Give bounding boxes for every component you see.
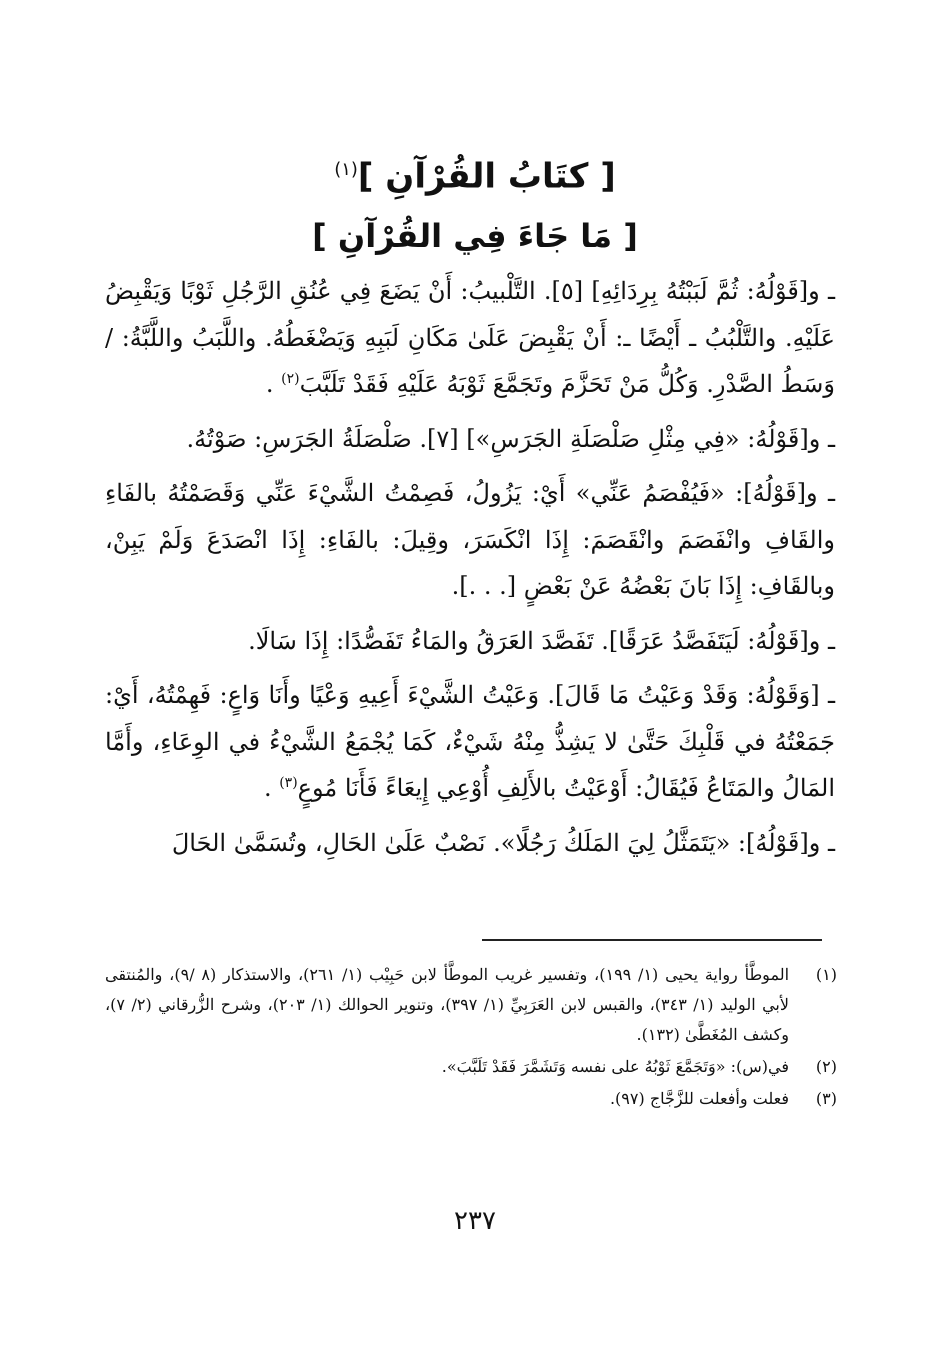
chapter-title (0, 140, 950, 206)
footnote-number: (٢) (815, 1057, 837, 1076)
paragraph-text: ـ [وَقَوْلُهُ: وَقَدْ وَعَيْتُ مَا قَالَ]. وَعَيْتُ الشَّيْءَ أَعِيهِ وَعْيًا وأَنَا وَاعٍ: فَهِمْتُهُ، أَيْ: جَمَعْتُهُ في قَلْبِكَ حَتَّىٰ لا يَشِذُّ مِنْهُ شَيْءٌ، كَمَا يُجْمَعُ الشَّيْءُ في الوِعَاءِ، وأَمَّا المَالُ والمَتَاعُ فَيُقَالُ: أَوْعَيْتُ بالأَلِفِ أُوْعِي إِيعَاءً فَأَنَا مُوعٍ (105, 681, 836, 802)
footnote (105, 960, 837, 1050)
page-number: ٢٣٧ (454, 1206, 496, 1236)
main-text (105, 268, 835, 874)
footnote-ref: (٢) (281, 371, 300, 387)
paragraph: ـ [وَقَوْلُهُ: وَقَدْ وَعَيْتُ مَا قَالَ]. وَعَيْتُ الشَّيْءَ أَعِيهِ وَعْيًا وأَنَا وَاعٍ: فَهِمْتُهُ، أَيْ: جَمَعْتُهُ في قَلْبِكَ حَتَّىٰ لا يَشِذُّ مِنْهُ شَيْءٌ، كَمَا يُجْمَعُ الشَّيْءُ في الوِعَاءِ، وأَمَّا المَالُ والمَتَاعُ فَيُقَالُ: أَوْعَيْتُ بالأَلِفِ أُوْعِي إِيعَاءً فَأَنَا مُوعٍ$^{(٣)}$ . (105, 681, 836, 802)
paragraph: ـ و[قَوْلُهُ: ثُمَّ لَبَبْتُهُ بِرِدَائِهِ] [٥]. التَّلْبيبُ: أَنْ يَضَعَ فِي عُنُقِ الرَّجُلِ ثَوْبًا وَيَقْبِضُ عَلَيْهِ. والتَّلْبُبُ ـ أَيْضًا ـ: أَنْ يَقْبِضَ عَلَىٰ مَكَانِ لَبَبِهِ وَيَضْغَطُهُ. واللَّبَبُ واللَّبَّةُ: / وَسَطُ الصَّدْرِ. وَكُلُّ مَنْ تَحَزَّمَ وتَجَمَّعَ ثَوْبَهُ عَلَيْهِ فَقَدْ تَلَبَّبَ$^{(٢)}$ . (105, 277, 835, 398)
paragraph: ـ و[قَوْلُهُ: «فِي مِثْلِ صَلْصَلَةِ الجَرَسِ»] [٧]. صَلْصَلَةُ الجَرَسِ: صَوْتُهُ. (186, 424, 835, 453)
paragraph-text: ـ و[قَوْلُهُ: ثُمَّ لَبَبْتُهُ بِرِدَائِهِ] [٥]. التَّلْبيبُ: أَنْ يَضَعَ فِي عُنُقِ الرَّجُلِ ثَوْبًا وَيَقْبِضُ عَلَيْهِ. والتَّلْبُبُ ـ أَيْضًا ـ: أَنْ يَقْبِضَ عَلَىٰ مَكَانِ لَبَبِهِ وَيَضْغَطُهُ. واللَّبَبُ واللَّبَّةُ: / وَسَطُ الصَّدْرِ. وَكُلُّ مَنْ تَحَزَّمَ وتَجَمَّعَ ثَوْبَهُ عَلَيْهِ فَقَدْ تَلَبَّبَ (105, 277, 835, 398)
footnote (105, 1052, 837, 1082)
chapter-subtitle: [ مَا جَاءَ فِي القُرْآنِ ] (312, 217, 638, 256)
footnote-divider (482, 939, 822, 941)
paragraph: ـ و[قَوْلُهُ: لَيَتَفَصَّدُ عَرَقًا]. تَفَصَّدَ العَرَقُ والمَاءُ تَفَصُّدًا: إِذَا سَالَا. (248, 626, 835, 655)
footnote-text: في(س): «وَتَجَمَّعَ ثَوْبُهُ على نفسه وَتَشَمَّرَ فَقَدْ تَلَبَّبَ». (441, 1057, 789, 1076)
chapter-title-text: [ كتَابُ القُرْآنِ ] (357, 156, 616, 197)
paragraph: ـ و[قَوْلُهُ]: «يَتَمَثَّلُ لِيَ المَلَكُ رَجُلًا». نَصْبٌ عَلَىٰ الحَالِ، وتُسَمَّىٰ الحَالَ (171, 828, 835, 857)
chapter-heading (0, 140, 950, 266)
footnote-text: فعلت وأفعلت للزَّجَّاج (٩٧). (609, 1089, 789, 1108)
footnote-number: (١) (815, 965, 837, 984)
footnote-number: (٣) (815, 1089, 837, 1108)
chapter-title-note: (١) (334, 159, 358, 180)
paragraph: ـ و[قَوْلُهُ]: «فَيُفْصَمُ عَنِّي» أَيْ: يَزُولُ، فَصِمْتُ الشَّيْءَ عَنِّي وَقَصَمْتُهُ بالفَاءِ والقَافِ وانْفَصَمَ وانْقَصَمَ: إِذَا انْكَسَرَ، وقِيلَ: بالفَاءِ: إِذَا انْصَدَعَ وَلَمْ يَبِنْ، وبالقَافِ: إِذَا بَانَ بَعْضُهُ عَنْ بَعْضٍ [. . .]. (105, 479, 835, 600)
footnotes (105, 960, 837, 1116)
footnote (105, 1084, 837, 1114)
footnote-text: الموطَّأ رواية يحيى (١/ ١٩٩)، وتفسير غريب الموطَّأ لابن حَبِيْب (١/ ٢٦١)، والاستذكار (٨ /٩)، والمُنتقى لأبي الوليد (١/ ٣٤٣)، والقبس لابن العَرَبِيِّ (١/ ٣٩٧)، وتنوير الحوالك (١/ ٢٠٣)، وشرح الزُّرقاني (٢/ ٧)، وكشف المُغَطَّىٰ (١٣٢). (105, 965, 790, 1044)
footnote-ref: (٣) (279, 775, 298, 791)
